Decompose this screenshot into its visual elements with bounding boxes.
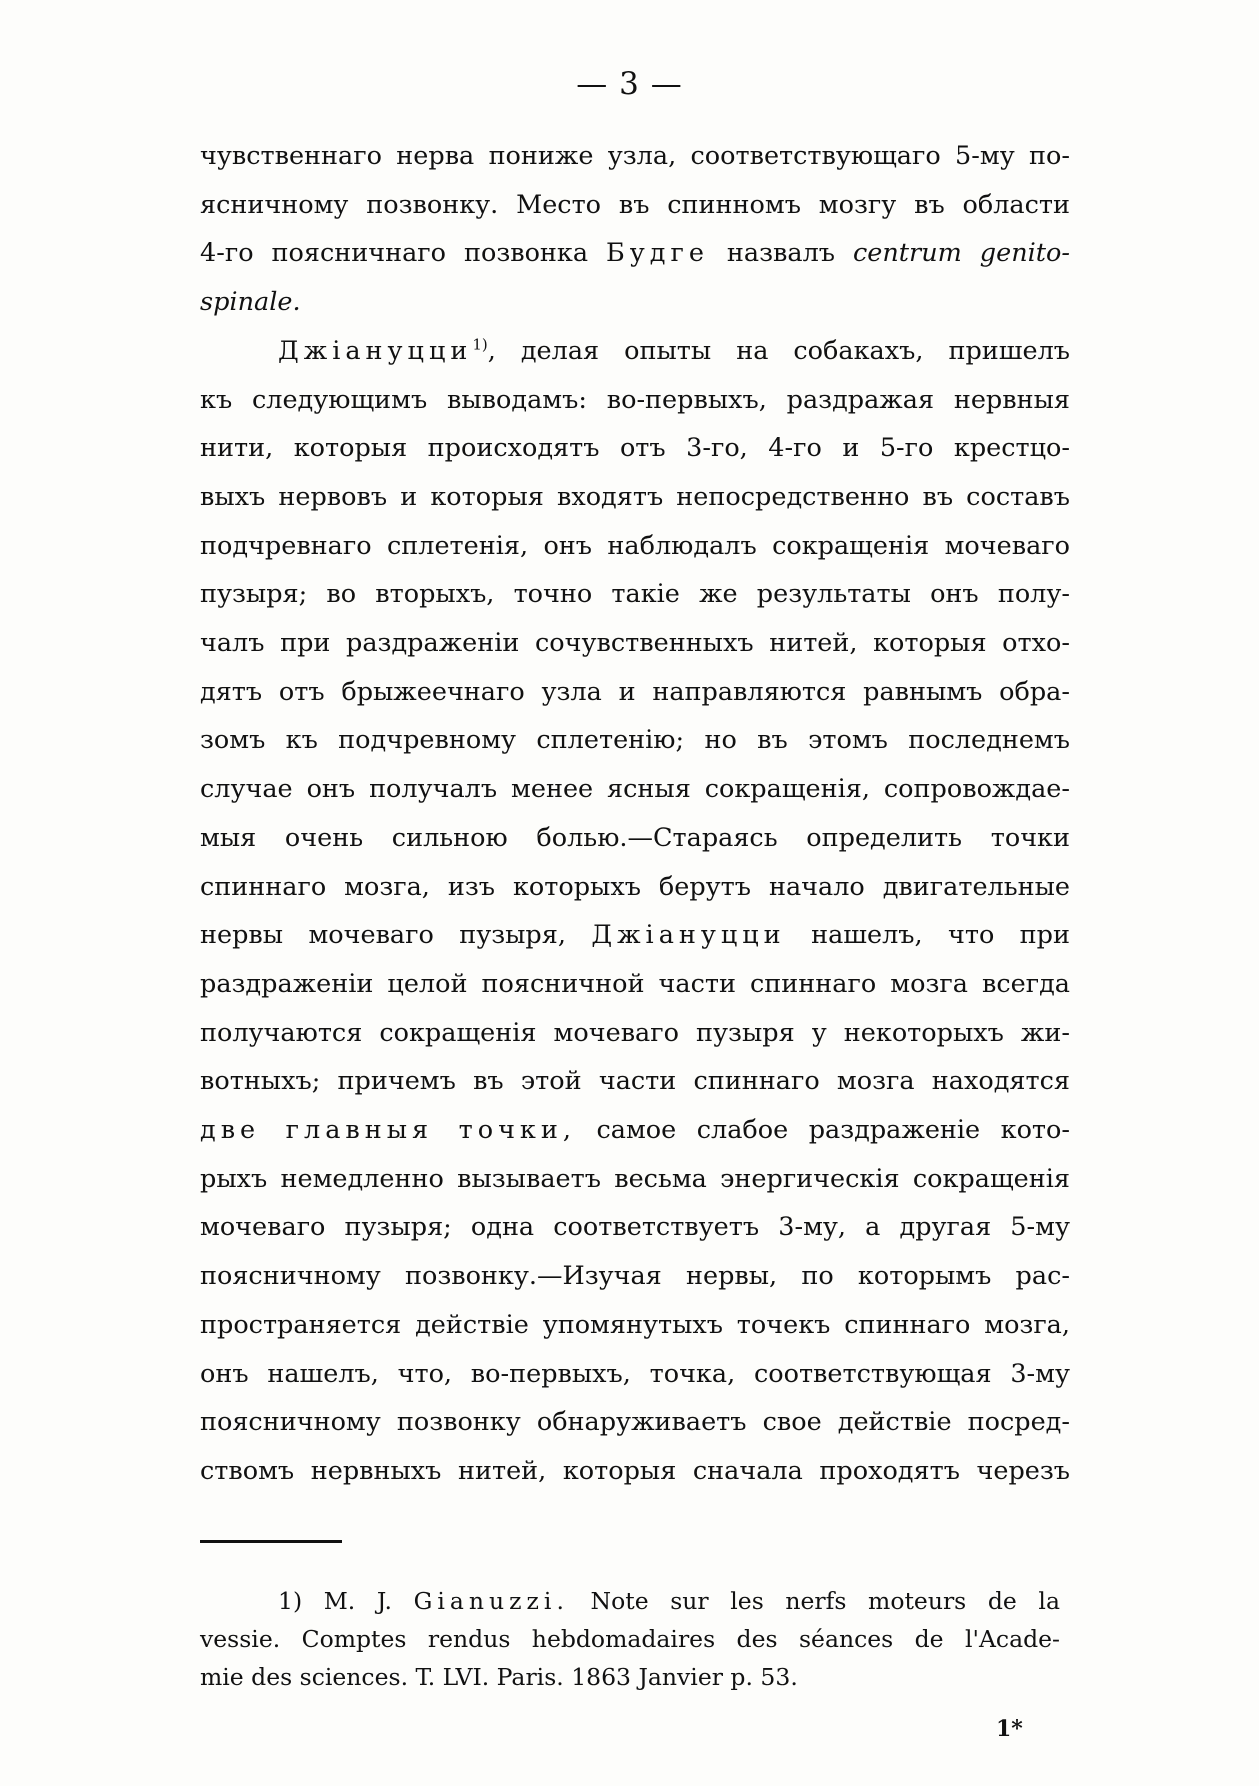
footnote-title: Note sur les nerfs moteurs de la	[590, 1587, 1060, 1615]
text-line: выхъ нервовъ и которыя входятъ непосредственно въ составъ	[200, 481, 1070, 512]
text-line: пространяется действіе упомянутыхъ точекъ спиннаго мозга,	[200, 1309, 1070, 1340]
text-line: поясничному позвонку обнаруживаетъ свое действіе посред-	[200, 1407, 1070, 1438]
text-line: спиннаго мозга, изъ которыхъ берутъ начало двигательные	[200, 871, 1070, 902]
footnote-author-surname: Gianuzzi.	[413, 1587, 569, 1615]
text-line: чалъ при раздраженіи сочувственныхъ нитей, которыя отхо-	[200, 628, 1070, 659]
footnote-line	[200, 1582, 1060, 1620]
page-number: — 3 —	[576, 66, 683, 102]
latin-term: spinale.	[200, 287, 301, 318]
text-fragment: нервы мочеваго пузыря,	[200, 920, 566, 951]
text-line	[200, 1106, 1070, 1155]
text-line: къ следующимъ выводамъ: во-первыхъ, раздражая нервныя	[200, 384, 1070, 415]
footnote	[200, 1582, 1060, 1696]
text-line: пузыря; во вторыхъ, точно такіе же результаты онъ полу-	[200, 579, 1070, 610]
text-line	[200, 229, 1070, 278]
text-line	[200, 911, 1070, 960]
text-line: чувственнаго нерва пониже узла, соответствующаго 5-му по-	[200, 141, 1070, 171]
text-line: ствомъ нервныхъ нитей, которыя сначала проходятъ черезъ	[200, 1455, 1070, 1486]
text-fragment: 4-го поясничнаго позвонка	[200, 238, 589, 269]
body-text	[200, 132, 1070, 1496]
footnote-line: mie des sciences. T. LVI. Paris. 1863 Janvier p. 53.	[200, 1663, 798, 1691]
latin-term: centrum genito-	[852, 238, 1070, 269]
text-fragment: , делая опыты на собакахъ, пришелъ	[487, 335, 1070, 366]
text-line: мыя очень сильною болью.—Стараясь определить точки	[200, 822, 1070, 853]
author-name-budge: Будге	[606, 238, 709, 269]
text-line: мочеваго пузыря; одна соответствуетъ 3-му, а другая 5-му	[200, 1212, 1070, 1243]
text-line: поясничному позвонку.—Изучая нервы, по которымъ рас-	[200, 1261, 1070, 1292]
text-line: онъ нашелъ, что, во-первыхъ, точка, соответствующая 3-му	[200, 1358, 1070, 1389]
footnote-divider	[200, 1540, 342, 1543]
text-fragment: назвалъ	[726, 238, 836, 269]
author-name-gianuzzi: Джіануцци	[278, 335, 473, 366]
text-line: дятъ отъ брыжеечнаго узла и направляются равнымъ обра-	[200, 676, 1070, 707]
text-fragment: самое слабое раздраженіе кото-	[596, 1115, 1071, 1146]
text-line: нити, которыя происходятъ отъ 3-го, 4-го и 5-го крестцо-	[200, 433, 1070, 464]
text-line: вотныхъ; причемъ въ этой части спиннаго мозга находятся	[200, 1066, 1070, 1097]
emphasized-phrase: две главныя точки,	[200, 1115, 576, 1146]
paragraph-start	[200, 327, 1070, 376]
text-line: зомъ къ подчревному сплетенію; но въ этомъ последнемъ	[200, 725, 1070, 756]
footnote-reference: 1)	[472, 335, 488, 354]
text-line: получаются сокращенія мочеваго пузыря у некоторыхъ жи-	[200, 1017, 1070, 1048]
text-fragment: нашелъ, что при	[811, 920, 1071, 951]
text-line: ясничному позвонку. Место въ спинномъ мозгу въ области	[200, 189, 1070, 220]
text-line: подчревнаго сплетенія, онъ наблюдалъ сокращенія мочеваго	[200, 530, 1070, 561]
text-line: рыхъ немедленно вызываетъ весьма энергическія сокращенія	[200, 1163, 1070, 1194]
text-line: раздраженіи целой поясничной части спиннаго мозга всегда	[200, 968, 1070, 999]
text-line	[200, 278, 1070, 327]
footnote-line: vessie. Comptes rendus hebdomadaires des séances de l'Acade-	[200, 1625, 1060, 1653]
footnote-author: M. J.	[323, 1587, 392, 1615]
text-line: случае онъ получалъ менее ясныя сокращенія, сопровождае-	[200, 774, 1070, 805]
footnote-marker: 1)	[278, 1587, 303, 1615]
printer-signature-mark: 1*	[996, 1716, 1023, 1742]
author-name-gianuzzi: Джіануцци	[591, 920, 786, 951]
